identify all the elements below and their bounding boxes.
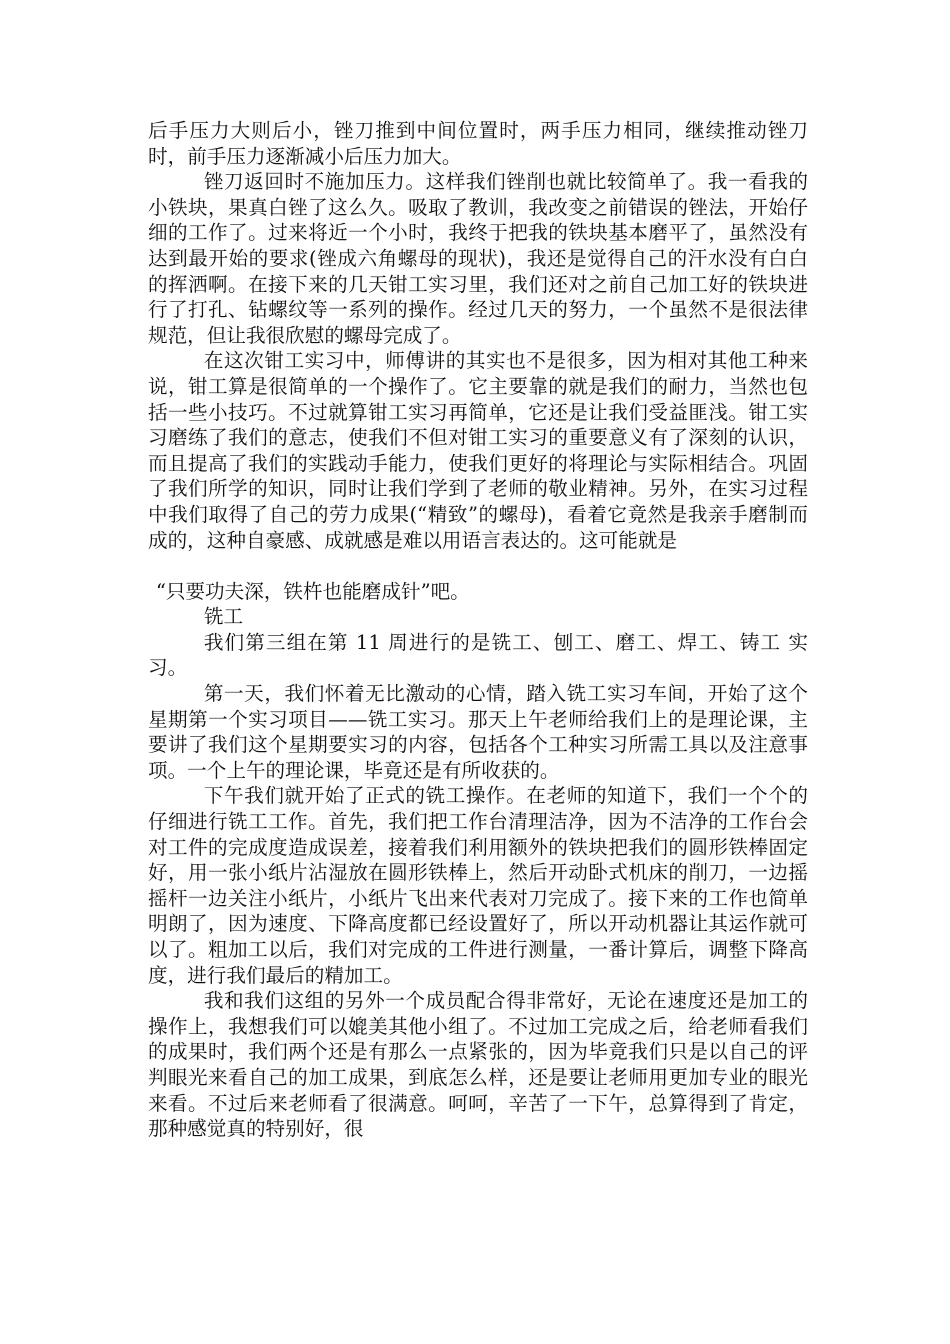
paragraph-fitter-summary: 在这次钳工实习中，师傅讲的其实也不是很多，因为相对其他工种来说，钳工算是很简单的一个操作了。它主要靠的就是我们的耐力，当然也包括一些小技巧。不过就算钳工实习再简单，它还是让我们受益匪浅。钳工实习磨练了我们的意志，使我们不但对钳工实习的重要意义有了深刻的认识，而且提高了我们的实践动手能力，使我们更好的将理论与实际相结合。巩固了我们所学的知识，同时让我们学到了老师的敬业精神。另外，在实习过程中我们取得了自己的劳力成果(“精致”的螺母)，看着它竟然是我亲手磨制而成的，这种自豪感、成就感是难以用语言表达的。这可能就是 — [148, 349, 808, 552]
paragraph-afternoon-milling: 下午我们就开始了正式的铣工操作。在老师的知道下，我们一个个的仔细进行铣工工作。首先，我们把工作台清理洁净，因为不洁净的工作台会对工件的完成度造成误差，接着我们利用额外的铁块把我们的圆形铁棒固定好，用一张小纸片沾湿放在圆形铁棒上，然后开动卧式机床的削刀，一边摇摇杆一边关注小纸片，小纸片飞出来代表对刀完成了。接下来的工作也简单明朗了，因为速度、下降高度都已经设置好了，所以开动机器让其运作就可以了。粗加工以后，我们对完成的工件进行测量，一番计算后，调整下降高度，进行我们最后的精加工。 — [148, 784, 808, 987]
paragraph-filing-pressure: 后手压力大则后小，锉刀推到中间位置时，两手压力相同，继续推动锉刀时，前手压力逐渐减小后压力加大。 — [148, 119, 808, 168]
paragraph-proverb: “只要功夫深，铁杵也能磨成针”吧。 — [155, 579, 470, 603]
paragraph-teamwork: 我和我们这组的另外一个成员配合得非常好，无论在速度还是加工的操作上，我想我们可以媲美其他小组了。不过加工完成之后，给老师看我们的成果时，我们两个还是有那么一点紧张的，因为毕竟我们只是以自己的评判眼光来看自己的加工成果，到底怎么样，还是要让老师用更加专业的眼光来看。不过后来老师看了很满意。呵呵，辛苦了一下午，总算得到了肯定，那种感觉真的特别好，很 — [148, 989, 808, 1141]
paragraph-group-week: 我们第三组在第 11 周进行的是铣工、刨工、磨工、焊工、铸工 实习。 — [148, 630, 808, 680]
document-body — [148, 118, 808, 1142]
section-heading-milling: 铣工 — [203, 605, 244, 629]
paragraph-first-day: 第一天，我们怀着无比激动的心情，踏入铣工实习车间，开始了这个星期第一个实习项目——铣工实习。那天上午老师给我们上的是理论课，主要讲了我们这个星期要实习的内容，包括各个工种实习所需工具以及注意事项。一个上午的理论课，毕竟还是有所收获的。 — [148, 682, 808, 782]
paragraph-file-return: 锉刀返回时不施加压力。这样我们锉削也就比较简单了。我一看我的小铁块，果真白锉了这么久。吸取了教训，我改变之前错误的锉法，开始仔细的工作了。过来将近一个小时，我终于把我的铁块基本磨平了，虽然没有达到最开始的要求(锉成六角螺母的现状)，我还是觉得自己的汗水没有白白的挥洒啊。在接下来的几天钳工实习里，我们还对之前自己加工好的铁块进行了打孔、钻螺纹等一系列的操作。经过几天的努力，一个虽然不是很法律规范，但让我很欣慰的螺母完成了。 — [148, 170, 808, 347]
